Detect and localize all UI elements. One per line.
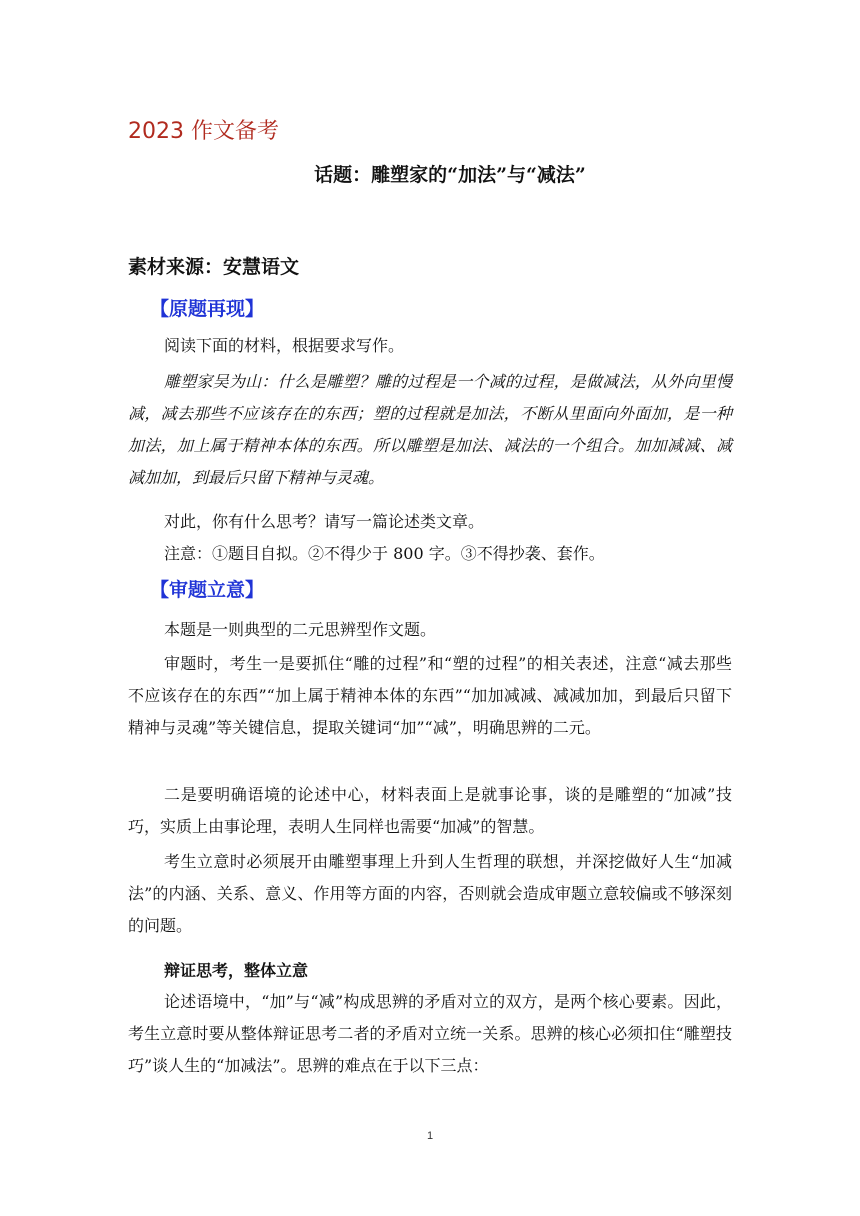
analysis-paragraph-4: 考生立意时必须展开由雕塑事理上升到人生哲理的联想，并深挖做好人生“加减法”的内涵、关系、意义、作用等方面的内容，否则就会造成审题立意较偏或不够深刻的问题。 (128, 852, 732, 935)
source-line: 素材来源：安慧语文 (128, 256, 300, 278)
analysis-paragraph-1: 本题是一则典型的二元思辨型作文题。 (164, 620, 437, 639)
analysis-paragraph-2: 审题时，考生一是要抓住“雕的过程”和“塑的过程”的相关表述，注意“减去那些不应该存在的东西”“加上属于精神本体的东西”“加加减减、减减加加，到最后只留下精神与灵魂”等关键信息，提取关键词“加”“减”，明确思辨的二元。 (128, 654, 732, 737)
topic-heading: 话题：雕塑家的“加法”与“减法” (314, 164, 586, 186)
section-heading-analysis: 【审题立意】 (150, 579, 265, 601)
original-notes: 注意：①题目自拟。②不得少于 800 字。③不得抄袭、套作。 (164, 544, 605, 563)
original-prompt: 对此，你有什么思考？请写一篇论述类文章。 (164, 512, 485, 531)
original-intro: 阅读下面的材料，根据要求写作。 (164, 336, 405, 355)
analysis-paragraph-3: 二是要明确语境的论述中心，材料表面上是就事论事，谈的是雕塑的“加减”技巧，实质上由事论理，表明人生同样也需要“加减”的智慧。 (128, 785, 732, 836)
analysis-paragraph-5: 论述语境中，“加”与“减”构成思辨的矛盾对立的双方，是两个核心要素。因此，考生立意时要从整体辩证思考二者的矛盾对立统一关系。思辨的核心必须扣住“雕塑技巧”谈人生的“加减法”。思辨的难点在于以下三点： (128, 992, 732, 1075)
header-title: 2023 作文备考 (128, 119, 279, 144)
original-material: 雕塑家吴为山：什么是雕塑？雕的过程是一个减的过程，是做减法，从外向里慢减，减去那些不应该存在的东西；塑的过程就是加法，不断从里面向外面加，是一种加法，加上属于精神本体的东西。所以雕塑是加法、减法的一个组合。加加减减、减减加加，到最后只留下精神与灵魂。 (128, 372, 732, 487)
page-number: 1 (426, 1130, 434, 1142)
section-heading-original: 【原题再现】 (150, 298, 265, 320)
subheading-dialectic: 辩证思考，整体立意 (164, 961, 309, 980)
